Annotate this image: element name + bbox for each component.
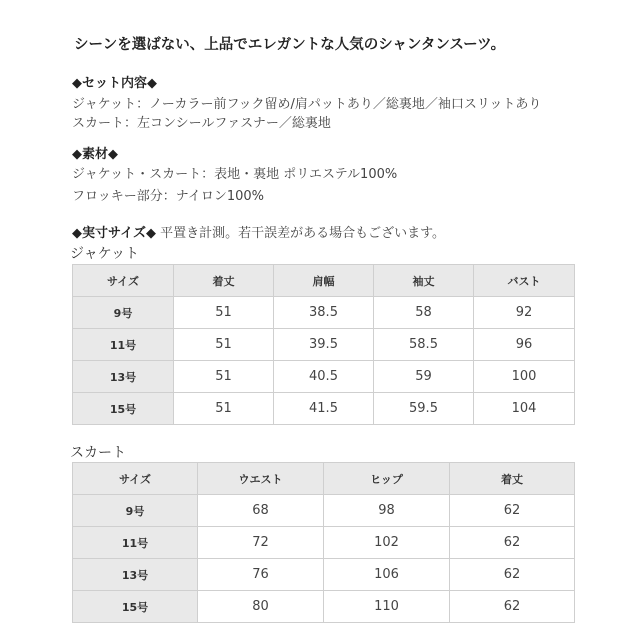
table-row bbox=[73, 591, 575, 623]
row-size: 15号 bbox=[73, 393, 174, 425]
header-size: サイズ bbox=[73, 463, 198, 495]
cell-sleeve: 59 bbox=[374, 361, 474, 393]
headline: シーンを選ばない、上品でエレガントな人気のシャンタンスーツ。 bbox=[74, 37, 506, 53]
cell-hip: 106 bbox=[324, 559, 450, 591]
row-size: 11号 bbox=[73, 527, 198, 559]
set-jacket-line: ジャケット：ノーカラー前フック留め/肩パットあり／総裏地／袖口スリットあり bbox=[72, 97, 542, 112]
jacket-label: ジャケット bbox=[70, 246, 140, 262]
table-row bbox=[73, 361, 575, 393]
size-note: 平置き計測。若干誤差がある場合もございます。 bbox=[155, 226, 446, 241]
header-waist: ウエスト bbox=[198, 463, 324, 495]
cell-hip: 98 bbox=[324, 495, 450, 527]
set-contents-title: ◆セット内容◆ bbox=[72, 76, 157, 91]
cell-sleeve: 59.5 bbox=[374, 393, 474, 425]
header-shoulder: 肩幅 bbox=[274, 265, 374, 297]
table-row bbox=[73, 297, 575, 329]
jacket-size-table bbox=[72, 264, 575, 425]
table-row bbox=[73, 393, 575, 425]
skirt-size-table bbox=[72, 462, 575, 623]
cell-bust: 100 bbox=[474, 361, 575, 393]
skirt-label: スカート bbox=[70, 445, 126, 461]
cell-length: 51 bbox=[174, 297, 274, 329]
table-row bbox=[73, 329, 575, 361]
cell-length: 51 bbox=[174, 393, 274, 425]
size-title: ◆実寸サイズ◆ bbox=[72, 226, 156, 241]
cell-waist: 80 bbox=[198, 591, 324, 623]
cell-sleeve: 58 bbox=[374, 297, 474, 329]
size-section bbox=[72, 222, 445, 241]
cell-shoulder: 38.5 bbox=[274, 297, 374, 329]
material-line-fabric: ジャケット・スカート：表地・裏地 ポリエステル100% bbox=[72, 167, 398, 182]
cell-shoulder: 40.5 bbox=[274, 361, 374, 393]
table-header-row bbox=[73, 463, 575, 495]
table-row bbox=[73, 527, 575, 559]
cell-hip: 110 bbox=[324, 591, 450, 623]
cell-shoulder: 41.5 bbox=[274, 393, 374, 425]
material-line-flocky: フロッキー部分：ナイロン100% bbox=[72, 189, 264, 204]
cell-waist: 72 bbox=[198, 527, 324, 559]
cell-waist: 76 bbox=[198, 559, 324, 591]
table-row bbox=[73, 559, 575, 591]
row-size: 13号 bbox=[73, 361, 174, 393]
table-row bbox=[73, 495, 575, 527]
header-bust: バスト bbox=[474, 265, 575, 297]
cell-length: 62 bbox=[450, 527, 575, 559]
cell-sleeve: 58.5 bbox=[374, 329, 474, 361]
header-hip: ヒップ bbox=[324, 463, 450, 495]
row-size: 15号 bbox=[73, 591, 198, 623]
table-header-row bbox=[73, 265, 575, 297]
row-size: 11号 bbox=[73, 329, 174, 361]
cell-length: 62 bbox=[450, 559, 575, 591]
header-length: 着丈 bbox=[450, 463, 575, 495]
set-skirt-line: スカート：左コンシールファスナー／総裏地 bbox=[72, 116, 331, 131]
cell-bust: 104 bbox=[474, 393, 575, 425]
cell-length: 51 bbox=[174, 329, 274, 361]
cell-waist: 68 bbox=[198, 495, 324, 527]
cell-length: 62 bbox=[450, 495, 575, 527]
header-length: 着丈 bbox=[174, 265, 274, 297]
row-size: 13号 bbox=[73, 559, 198, 591]
cell-length: 62 bbox=[450, 591, 575, 623]
header-size: サイズ bbox=[73, 265, 174, 297]
cell-bust: 92 bbox=[474, 297, 575, 329]
row-size: 9号 bbox=[73, 297, 174, 329]
material-title: ◆素材◆ bbox=[72, 147, 118, 162]
row-size: 9号 bbox=[73, 495, 198, 527]
cell-shoulder: 39.5 bbox=[274, 329, 374, 361]
cell-length: 51 bbox=[174, 361, 274, 393]
cell-hip: 102 bbox=[324, 527, 450, 559]
cell-bust: 96 bbox=[474, 329, 575, 361]
header-sleeve: 袖丈 bbox=[374, 265, 474, 297]
